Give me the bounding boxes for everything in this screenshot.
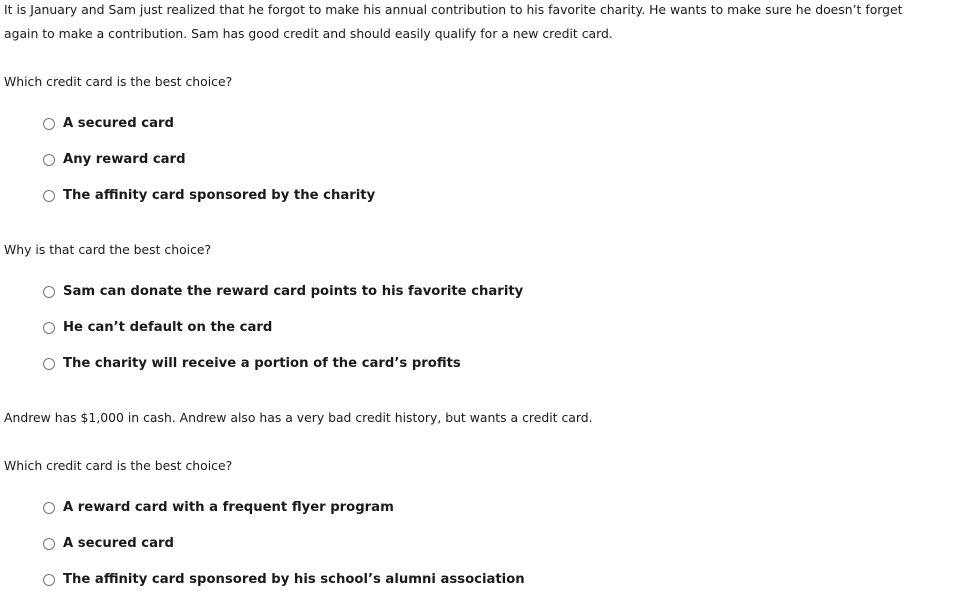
question-2-prompt: Why is that card the best choice? (4, 242, 212, 257)
q2-option-charity-profits[interactable] (43, 356, 461, 371)
scenario-1-line-1: It is January and Sam just realized that he forgot to make his annual contribution to his favorite charity. He wants to make sure he doesn’t forget (4, 2, 903, 17)
q3-radio-2[interactable] (43, 538, 55, 550)
q1-radio-3[interactable] (43, 190, 55, 202)
q2-option-donate-points[interactable] (43, 284, 523, 299)
q2-option-label: He can’t default on the card (63, 320, 273, 335)
q3-option-label: A secured card (63, 536, 174, 551)
q2-radio-2[interactable] (43, 322, 55, 334)
scenario-1-text (4, 0, 903, 46)
q3-option-alumni-affinity[interactable] (43, 572, 525, 587)
q2-option-label: The charity will receive a portion of the card’s profits (63, 356, 461, 371)
q1-option-label: A secured card (63, 116, 174, 131)
scenario-1-line-2: again to make a contribution. Sam has good credit and should easily qualify for a new credit card. (4, 26, 613, 41)
q3-option-reward-flyer[interactable] (43, 500, 394, 515)
q2-radio-3[interactable] (43, 358, 55, 370)
q3-radio-1[interactable] (43, 502, 55, 514)
q3-option-secured-card[interactable] (43, 536, 174, 551)
q1-option-secured-card[interactable] (43, 116, 174, 131)
q3-radio-3[interactable] (43, 574, 55, 586)
q1-option-label: Any reward card (63, 152, 186, 167)
q1-radio-1[interactable] (43, 118, 55, 130)
q2-option-label: Sam can donate the reward card points to his favorite charity (63, 284, 524, 299)
q2-option-cant-default[interactable] (43, 320, 272, 335)
q3-option-label: The affinity card sponsored by his school’s alumni association (63, 572, 525, 587)
q3-option-label: A reward card with a frequent flyer program (63, 500, 394, 515)
q2-radio-1[interactable] (43, 286, 55, 298)
q1-option-label: The affinity card sponsored by the charity (63, 188, 376, 203)
q1-option-affinity-card[interactable] (43, 188, 375, 203)
question-1-prompt: Which credit card is the best choice? (4, 74, 233, 89)
q1-radio-2[interactable] (43, 154, 55, 166)
scenario-2-text: Andrew has $1,000 in cash. Andrew also has a very bad credit history, but wants a credit card. (4, 410, 593, 425)
q1-option-reward-card[interactable] (43, 152, 186, 167)
question-3-prompt: Which credit card is the best choice? (4, 458, 233, 473)
